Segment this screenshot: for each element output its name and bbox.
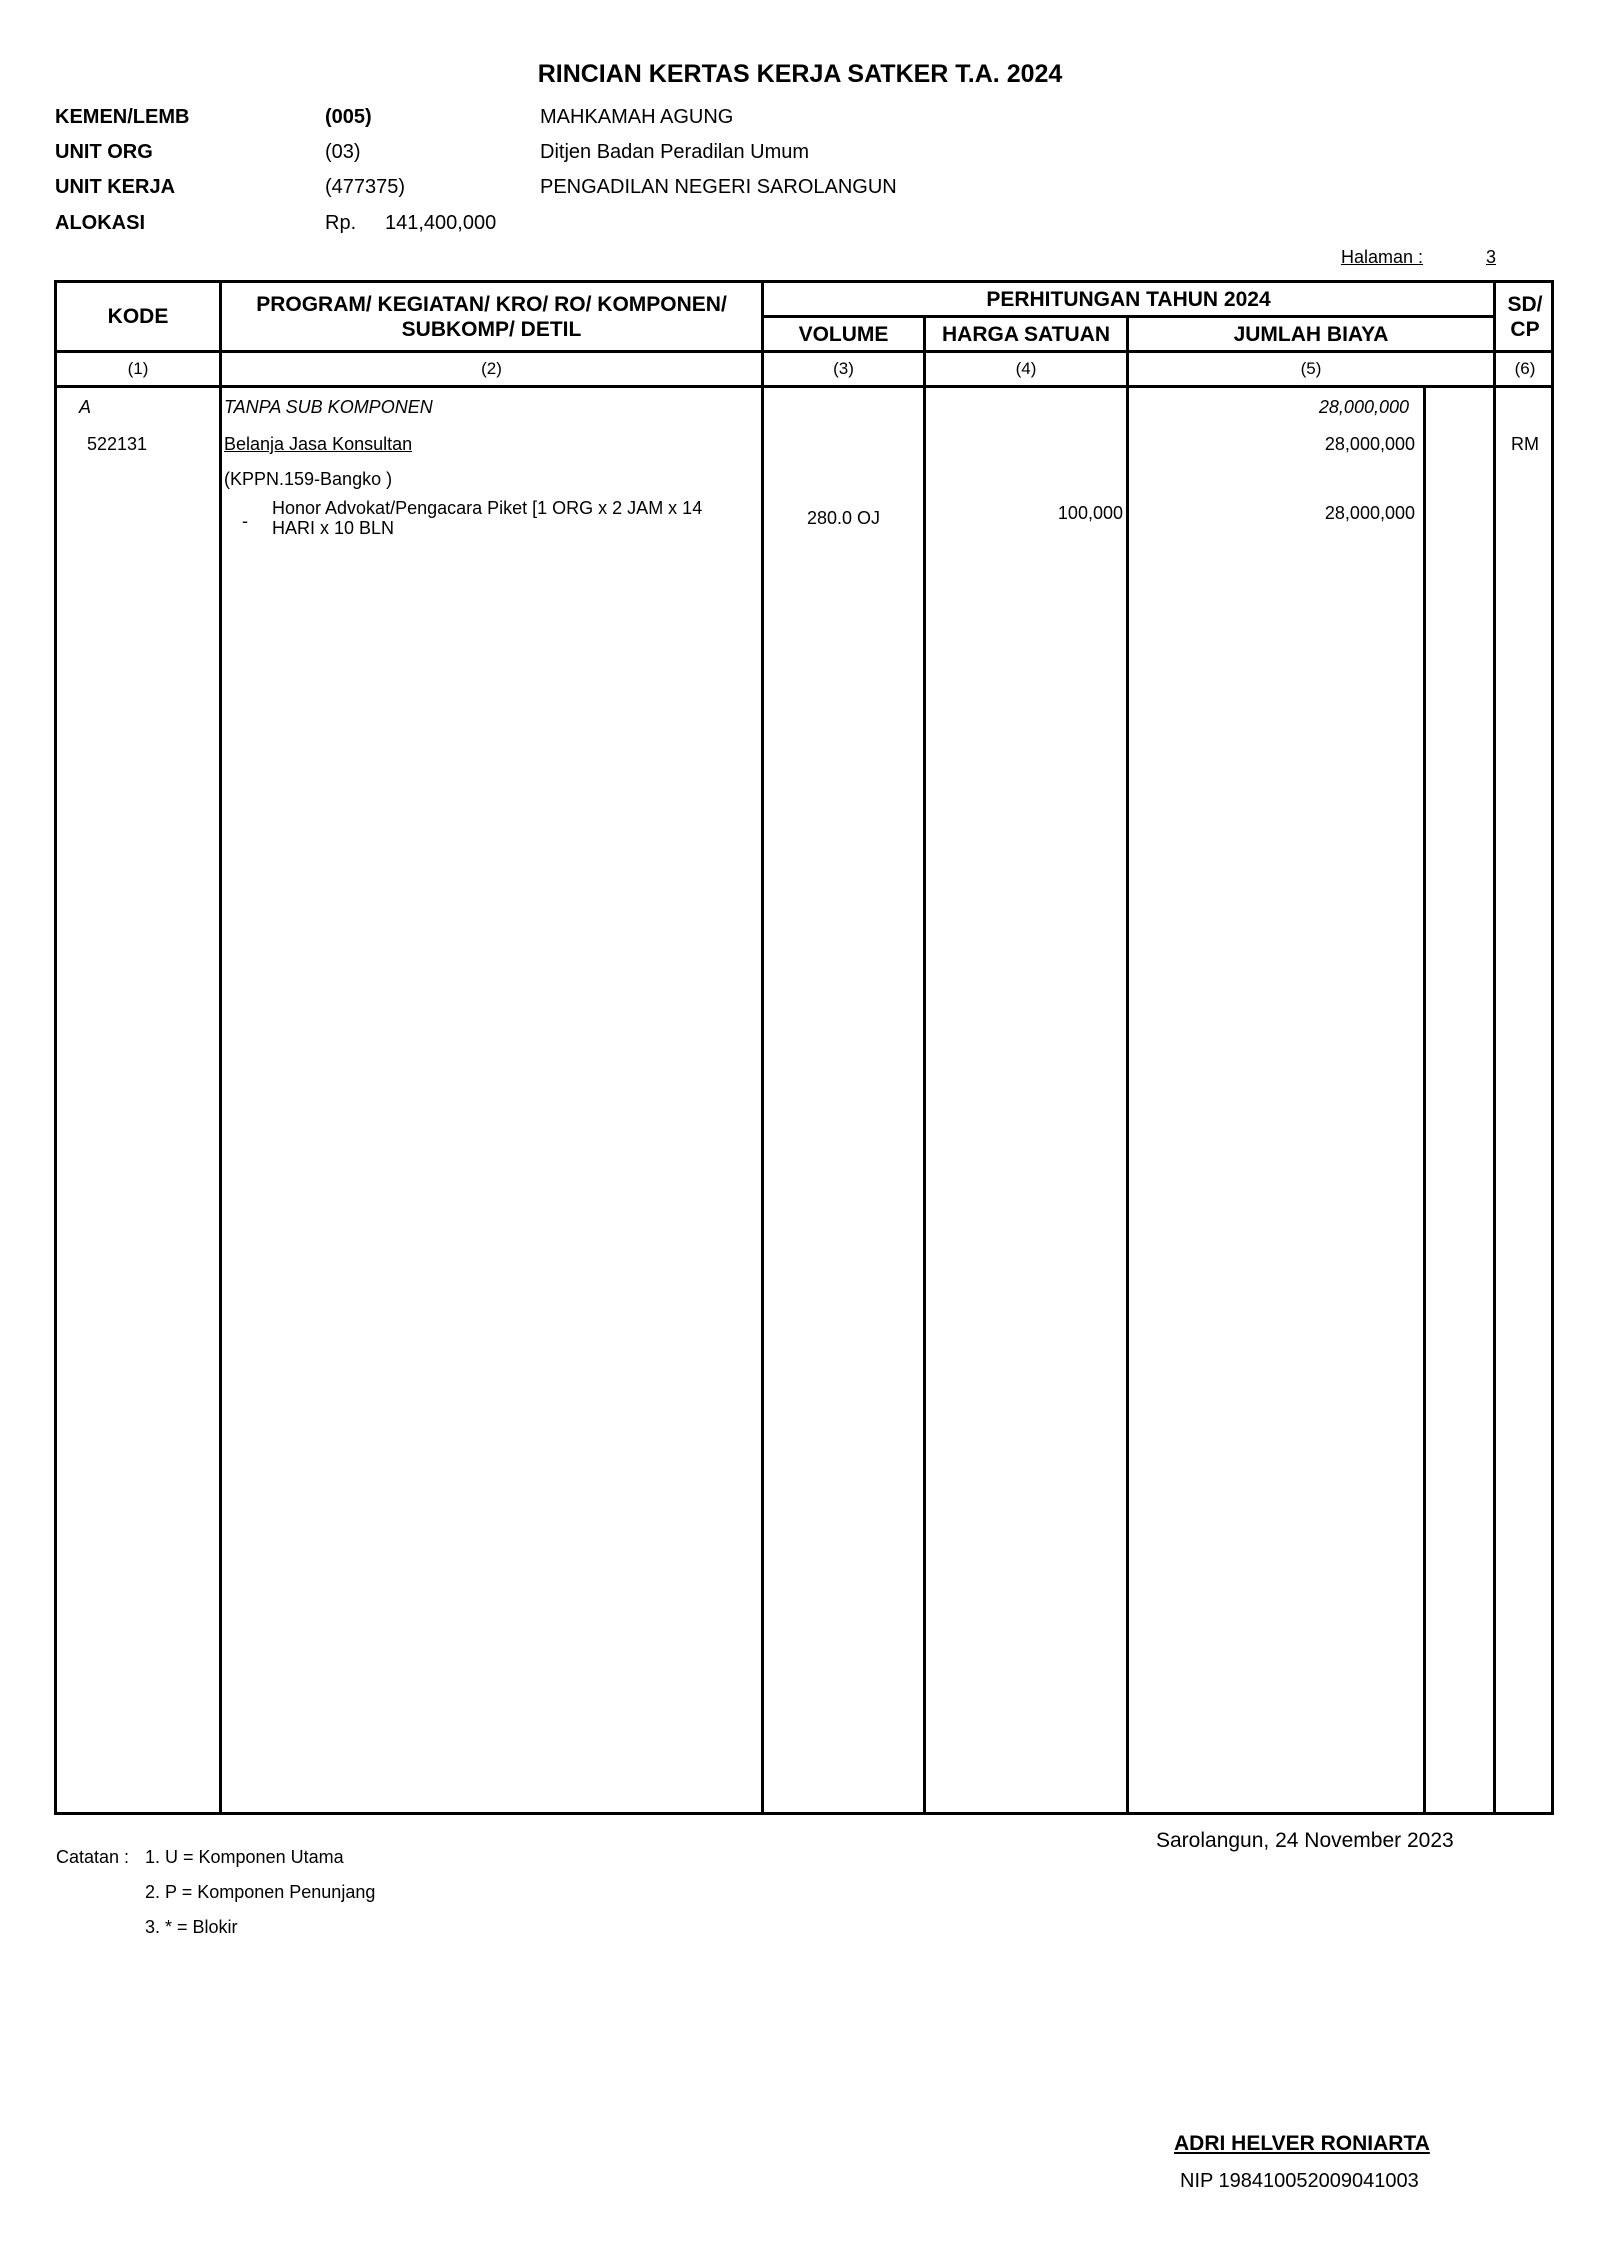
row-akun-jumlah: 28,000,000 [1324,434,1415,454]
row-sub-jumlah: 28,000,000 [1318,397,1409,417]
row-detail-dash: - [242,511,248,531]
note-item: 2. P = Komponen Penunjang [145,1882,376,1902]
col-number-2: (2) [481,359,502,378]
col-number-5: (5) [1300,359,1322,378]
row-detail-uraian-line1: Honor Advokat/Pengacara Piket [1 ORG x 2 JAM x 14 [272,498,703,518]
col-divider [1493,283,1496,1815]
row-detail-uraian-line2: HARI x 10 BLN [272,518,395,538]
header-program-line2: SUBKOMP/ DETIL [401,318,582,341]
unit-kerja-code: (477375) [325,176,406,198]
budget-table [54,280,1554,1815]
header-perhitungan: PERHITUNGAN TAHUN 2024 [986,288,1271,311]
unit-kerja-label: UNIT KERJA [55,176,176,198]
alokasi-currency: Rp. [325,212,357,234]
place-date: Sarolangun, 24 November 2023 [1156,1829,1454,1852]
row-detail-volume: 280.0 OJ [806,508,881,528]
header-sdcp-line1: SD/ [1507,293,1543,316]
document-title: RINCIAN KERTAS KERJA SATKER T.A. 2024 [537,60,1063,88]
signer-nip: NIP 198410052009041003 [1180,2170,1419,2192]
note-item: 3. * = Blokir [145,1917,238,1937]
header-sdcp-line2: CP [1510,318,1540,341]
unit-org-value: Ditjen Badan Peradilan Umum [540,141,810,163]
header-harga-satuan: HARGA SATUAN [942,323,1110,346]
header-jumlah-biaya: JUMLAH BIAYA [1233,323,1389,346]
kemen-value: MAHKAMAH AGUNG [540,106,734,128]
row-divider [761,315,1494,318]
col-divider [1126,316,1129,1815]
header-program-line1: PROGRAM/ KEGIATAN/ KRO/ RO/ KOMPONEN/ [256,293,727,316]
row-kppn-uraian: (KPPN.159-Bangko ) [224,469,393,489]
unit-org-label: UNIT ORG [55,141,153,163]
header-kode: KODE [107,305,169,328]
col-number-3: (3) [833,359,854,378]
unit-org-code: (03) [325,141,361,163]
kemen-label: KEMEN/LEMB [55,106,190,128]
row-akun-kode: 522131 [87,434,148,454]
col-number-4: (4) [1015,359,1037,378]
col-divider [923,316,926,1815]
notes-label: Catatan : [56,1847,130,1867]
alokasi-value: 141,400,000 [385,212,497,234]
page-number: 3 [1486,247,1497,267]
page-label: Halaman : [1341,247,1424,267]
row-detail-harga: 100,000 [1057,503,1123,523]
row-sub-kode: A [79,397,92,417]
row-sub-uraian: TANPA SUB KOMPONEN [224,397,433,417]
row-akun-uraian: Belanja Jasa Konsultan [224,434,413,454]
row-divider [57,350,1554,353]
header-volume: VOLUME [798,323,889,346]
col-divider [219,283,222,1815]
kemen-code: (005) [325,106,372,128]
col-number-1: (1) [127,359,149,378]
col-number-6: (6) [1514,359,1536,378]
signer-name: ADRI HELVER RONIARTA [1174,2132,1430,2155]
row-akun-sdcp: RM [1511,434,1539,454]
row-divider [57,385,1554,388]
alokasi-label: ALOKASI [55,212,145,234]
row-detail-jumlah: 28,000,000 [1324,503,1415,523]
col-divider [1423,387,1426,1815]
unit-kerja-value: PENGADILAN NEGERI SAROLANGUN [540,176,897,198]
note-item: 1. U = Komponen Utama [145,1847,344,1867]
